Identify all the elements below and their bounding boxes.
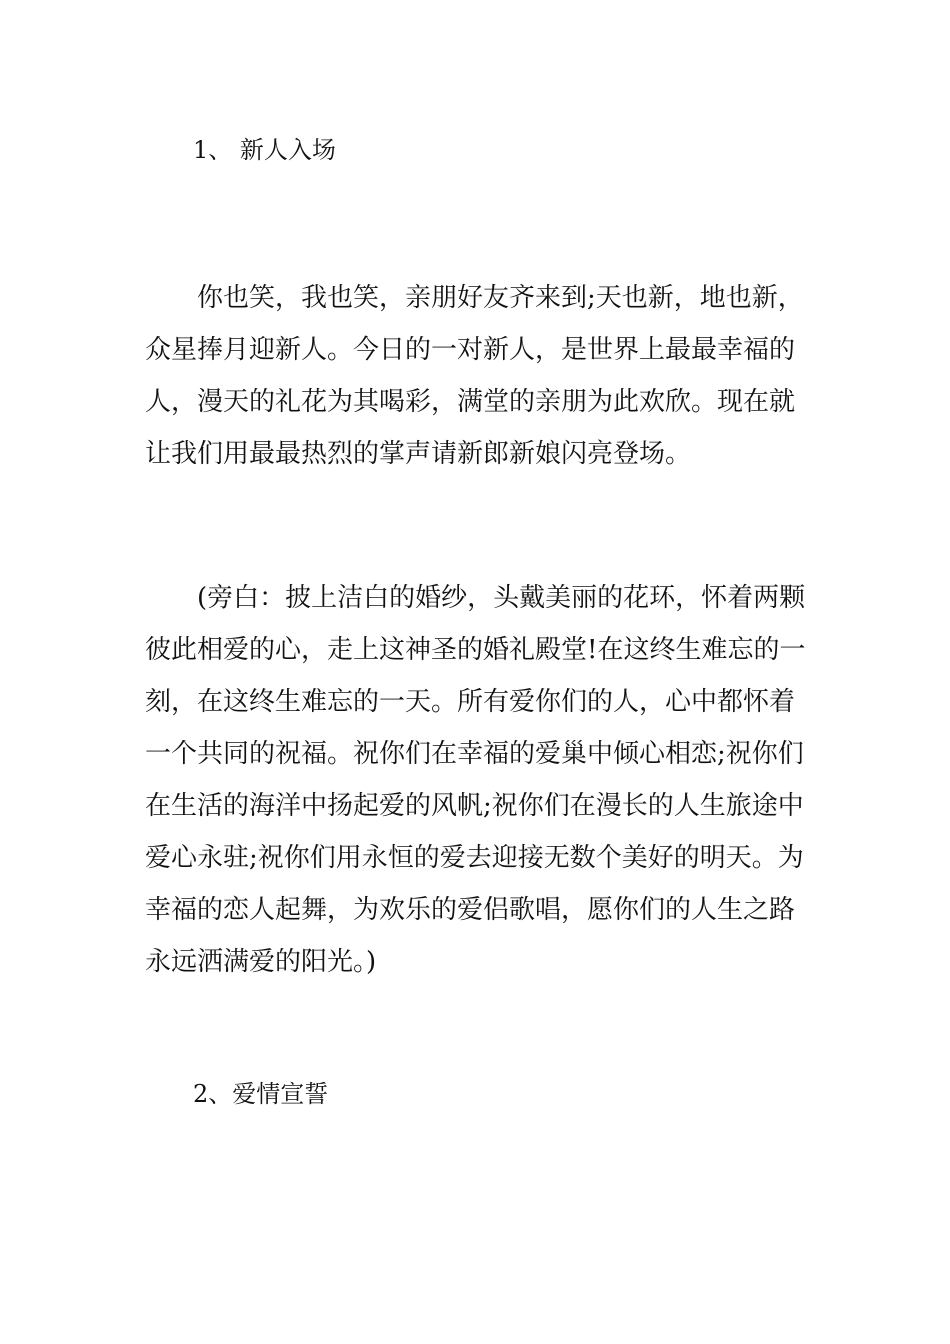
paragraph-line: 让我们用最最热烈的掌声请新郎新娘闪亮登场。 — [145, 439, 692, 469]
paragraph-line: 刻，在这终生难忘的一天。所有爱你们的人，心中都怀着 — [145, 687, 796, 717]
paragraph-line: 永远洒满爱的阳光。) — [145, 947, 377, 977]
paragraph-line: 在生活的海洋中扬起爱的风帆;祝你们在漫长的人生旅途中 — [145, 791, 804, 821]
paragraph-line: 众星捧月迎新人。今日的一对新人，是世界上最最幸福的 — [145, 335, 796, 365]
paragraph-line: 一个共同的祝福。祝你们在幸福的爱巢中倾心相恋;祝你们 — [145, 739, 804, 769]
section-1-heading: 1、 新人入场 — [193, 136, 336, 164]
section-1-paragraph — [145, 272, 815, 480]
paragraph-line: 彼此相爱的心，走上这神圣的婚礼殿堂!在这终生难忘的一 — [145, 635, 806, 665]
narration-paragraph — [145, 572, 815, 988]
paragraph-line: 你也笑，我也笑，亲朋好友齐来到;天也新，地也新， — [197, 283, 804, 313]
paragraph-line: (旁白：披上洁白的婚纱，头戴美丽的花环，怀着两颗 — [197, 583, 806, 613]
paragraph-line: 幸福的恋人起舞，为欢乐的爱侣歌唱，愿你们的人生之路 — [145, 895, 796, 925]
paragraph-line: 人，漫天的礼花为其喝彩，满堂的亲朋为此欢欣。现在就 — [145, 387, 796, 417]
paragraph-line: 爱心永驻;祝你们用永恒的爱去迎接无数个美好的明天。为 — [145, 843, 804, 873]
section-2-heading: 2、爱情宣誓 — [193, 1080, 329, 1108]
